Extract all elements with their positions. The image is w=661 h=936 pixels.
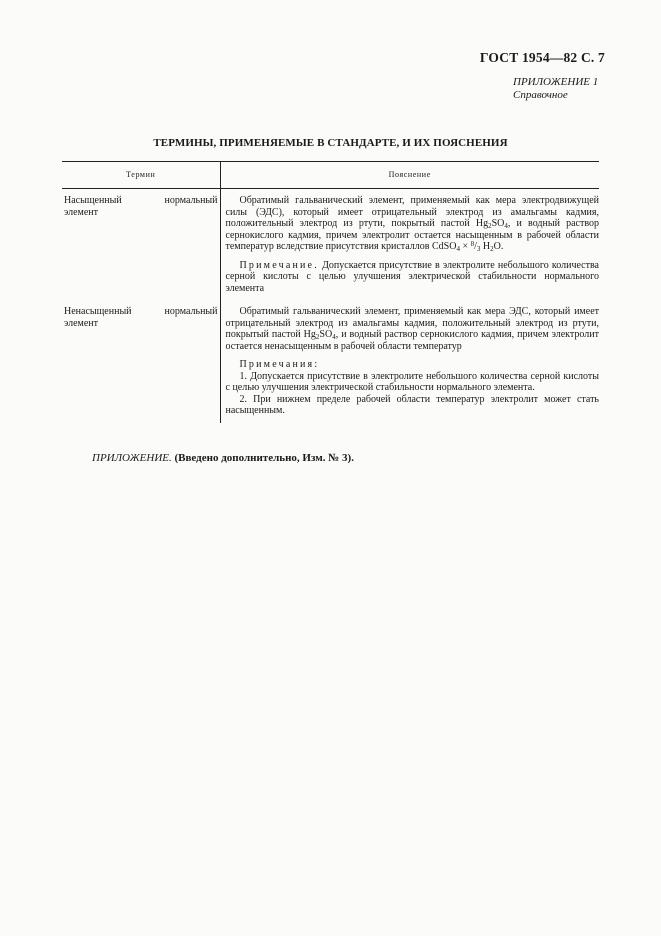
term-word: нормальный bbox=[164, 306, 218, 317]
term-word: элемент bbox=[64, 317, 99, 329]
term-cell bbox=[62, 300, 220, 423]
column-header-explanation: Пояснение bbox=[220, 162, 599, 189]
term-word: нормальный bbox=[164, 195, 218, 206]
note-label: Примечание. bbox=[239, 259, 319, 271]
table-row bbox=[62, 189, 599, 301]
term-word: Насыщенный bbox=[64, 195, 122, 206]
explanation-cell bbox=[220, 300, 599, 423]
appendix-type: Справочное bbox=[513, 89, 568, 101]
note-item: 2. При нижнем пределе рабочей области температур электролит может стать насыщенным. bbox=[225, 393, 599, 416]
notes-heading: Примечания: bbox=[239, 359, 320, 370]
definition-text: Обратимый гальванический элемент, применяемый как мера электродвижущей силы (ЭДС), который имеет отрицательный электрод из амальгамы кадмия, положительный электрод из ртути, покрытый пастой $Hg_2SO_4$, и водный раствор сернокислого кадмия, причем электролит остается насыщенным в рабочей области температур вследствие присутствия кристаллов CdSO$_4$ × $^8/_3$ $H_2O$. bbox=[225, 195, 599, 253]
appendix-heading bbox=[513, 76, 598, 102]
document-code: ГОСТ 1954—82 С. 7 bbox=[479, 50, 605, 65]
note-text: Примечание. Допускается присутствие в электролите небольшого количества серной кислоты с целью улучшения электрической стабильности нормального элемента bbox=[225, 259, 599, 294]
appendix-footnote bbox=[92, 452, 354, 464]
table-header-row bbox=[62, 162, 599, 189]
explanation-cell bbox=[220, 189, 599, 301]
terms-table bbox=[62, 161, 599, 423]
note-item: 1. Допускается присутствие в электролите небольшого количества серной кислоты с целью улучшения электрической стабильности нормального элемента. bbox=[225, 370, 599, 393]
column-header-term: Термин bbox=[62, 162, 220, 189]
term-cell bbox=[62, 189, 220, 301]
term-word: Ненасыщенный bbox=[64, 306, 132, 317]
definition-text: Обратимый гальванический элемент, применяемый как мера ЭДС, который имеет отрицательный электрод из амальгамы кадмия, положительный электрод из ртути, покрытый пастой $Hg_2SO_4$, и водный раствор сернокислого кадмия, причем электролит остается ненасыщенным в рабочей области температур bbox=[225, 306, 599, 352]
term-word: элемент bbox=[64, 206, 99, 218]
notes-block bbox=[226, 359, 600, 417]
appendix-label: ПРИЛОЖЕНИЕ 1 bbox=[513, 76, 599, 88]
page-title: ТЕРМИНЫ, ПРИМЕНЯЕМЫЕ В СТАНДАРТЕ, И ИХ ПОЯСНЕНИЯ bbox=[153, 137, 508, 149]
footnote-text: (Введено дополнительно, Изм. № 3). bbox=[171, 452, 354, 464]
footnote-label: ПРИЛОЖЕНИЕ. bbox=[92, 452, 172, 464]
table-row bbox=[62, 300, 599, 423]
